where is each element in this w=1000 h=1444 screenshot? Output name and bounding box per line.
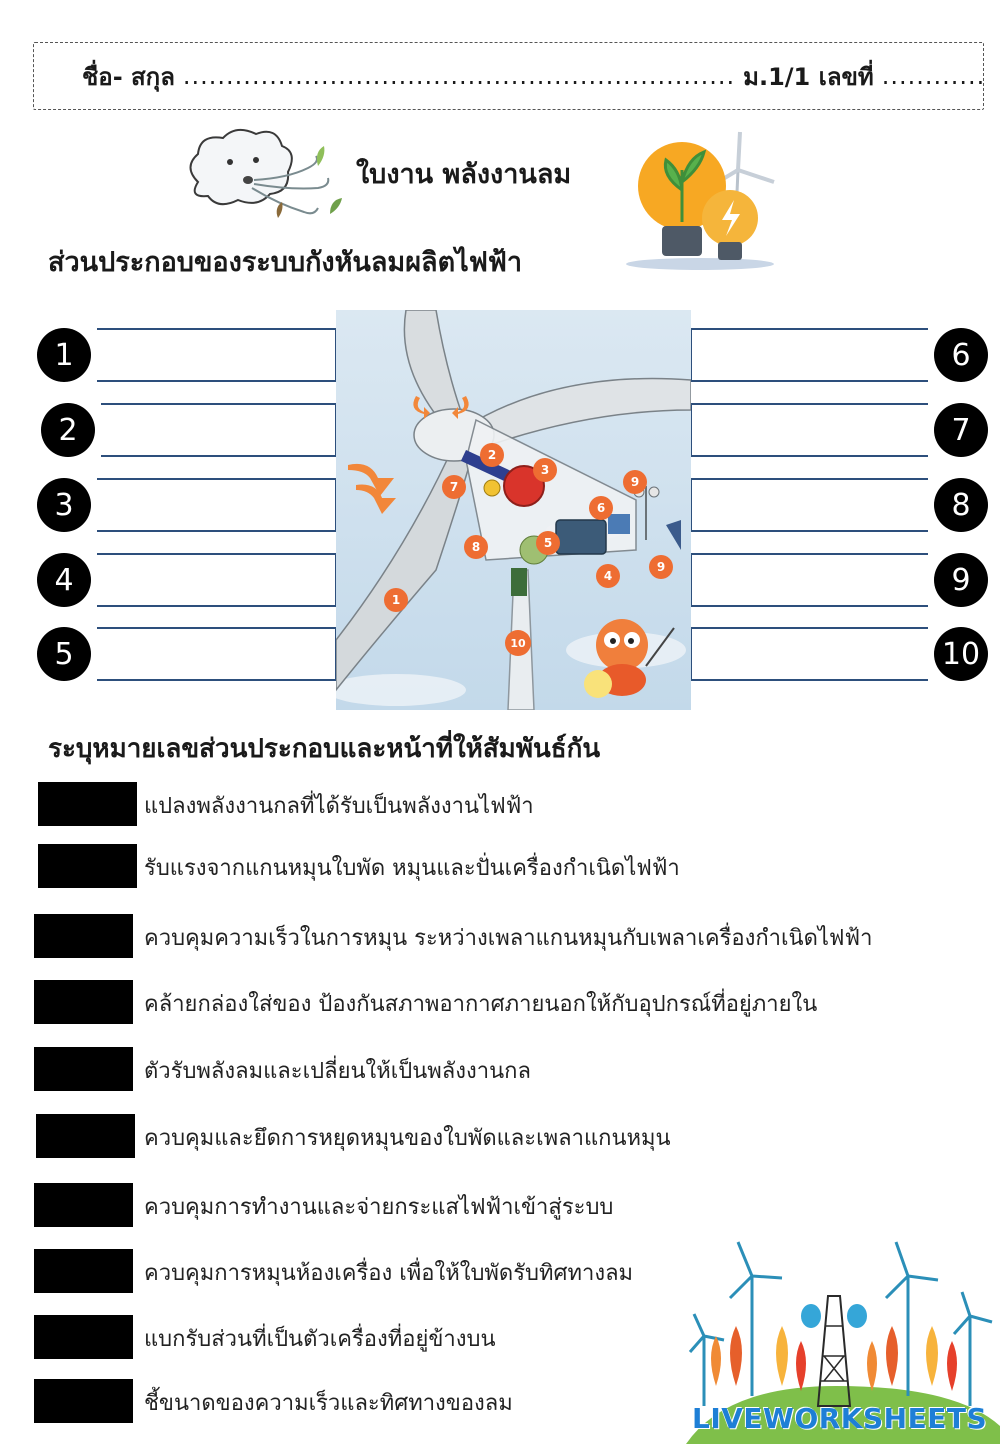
number-circle-7: 7	[934, 403, 988, 457]
matching-text: คล้ายกล่องใส่ของ ป้องกันสภาพอากาศภายนอกให้กับอุปกรณ์ที่อยู่ภายใน	[144, 992, 818, 1017]
section-heading-parts: ส่วนประกอบของระบบกังหันลมผลิตไฟฟ้า	[48, 247, 523, 278]
number-circle-5: 5	[37, 627, 91, 681]
answer-field-2[interactable]	[38, 844, 137, 888]
diagram-marker-5: 5	[543, 536, 553, 550]
number-dots[interactable]: ............	[881, 62, 986, 90]
answer-field-8[interactable]	[34, 1249, 133, 1293]
wind-turbine-diagram	[336, 310, 691, 710]
diagram-marker-7: 7	[449, 480, 459, 494]
lightbulb-turbine-illustration	[622, 130, 782, 272]
number-circle-4: 4	[37, 553, 91, 607]
name-label: ชื่อ- สกุล	[82, 62, 175, 91]
number-circle-10: 10	[934, 627, 988, 681]
answer-box-5[interactable]	[97, 627, 337, 681]
number-circle-8: 8	[934, 478, 988, 532]
name-dots[interactable]: ................................................................	[182, 62, 736, 90]
wind-cloud-illustration	[178, 122, 348, 232]
matching-row	[0, 1183, 960, 1227]
answer-box-8[interactable]	[690, 478, 928, 532]
answer-field-3[interactable]	[34, 914, 133, 958]
name-box	[33, 42, 984, 110]
matching-text: แปลงพลังงานกลที่ได้รับเป็นพลังงานไฟฟ้า	[144, 794, 534, 819]
number-circle-9: 9	[934, 553, 988, 607]
answer-box-3[interactable]	[97, 478, 337, 532]
answer-field-9[interactable]	[34, 1315, 133, 1359]
answer-box-10[interactable]	[690, 627, 928, 681]
matching-row	[0, 782, 960, 826]
answer-field-5[interactable]	[34, 1047, 133, 1091]
matching-text: ควบคุมการหมุนห้องเครื่อง เพื่อให้ใบพัดรับทิศทางลม	[144, 1261, 634, 1286]
answer-field-7[interactable]	[34, 1183, 133, 1227]
answer-field-4[interactable]	[34, 980, 133, 1024]
matching-text: ควบคุมการทำงานและจ่ายกระแสไฟฟ้าเข้าสู่ระบบ	[144, 1195, 614, 1220]
number-circle-6: 6	[934, 328, 988, 382]
diagram-marker-9-bottom: 9	[656, 560, 666, 574]
answer-box-1[interactable]	[97, 328, 337, 382]
answer-box-2[interactable]	[101, 403, 337, 457]
number-circle-3: 3	[37, 478, 91, 532]
matching-text: ชี้ขนาดของความเร็วและทิศทางของลม	[144, 1391, 513, 1416]
matching-row	[0, 980, 960, 1024]
diagram-marker-3: 3	[540, 463, 550, 477]
number-circle-1: 1	[37, 328, 91, 382]
diagram-marker-10: 10	[510, 637, 526, 650]
diagram-marker-8: 8	[471, 540, 481, 554]
class-label: ม.1/1 เลขที่	[743, 62, 874, 91]
matching-text: แบกรับส่วนที่เป็นตัวเครื่องที่อยู่ข้างบน	[144, 1327, 496, 1352]
diagram-marker-6: 6	[596, 501, 606, 515]
matching-text: ควบคุมและยึดการหยุดหมุนของใบพัดและเพลาแกนหมุน	[144, 1126, 671, 1151]
matching-row	[0, 914, 960, 958]
answer-box-7[interactable]	[690, 403, 928, 457]
answer-field-1[interactable]	[38, 782, 137, 826]
diagram-marker-2: 2	[487, 448, 497, 462]
matching-text: ควบคุมความเร็วในการหมุน ระหว่างเพลาแกนหมุนกับเพลาเครื่องกำเนิดไฟฟ้า	[144, 926, 873, 951]
matching-text: รับแรงจากแกนหมุนใบพัด หมุนและปั่นเครื่องกำเนิดไฟฟ้า	[144, 856, 680, 881]
matching-text: ตัวรับพลังลมและเปลี่ยนให้เป็นพลังงานกล	[144, 1059, 531, 1084]
answer-box-9[interactable]	[690, 553, 928, 607]
matching-row	[0, 1047, 960, 1091]
matching-row	[0, 844, 960, 888]
number-circle-2: 2	[41, 403, 95, 457]
answer-field-6[interactable]	[36, 1114, 135, 1158]
answer-field-10[interactable]	[34, 1379, 133, 1423]
liveworksheets-logo[interactable]: LIVEWORKSHEETS	[692, 1402, 988, 1435]
matching-row	[0, 1114, 960, 1158]
worksheet-title: ใบงาน พลังงานลม	[356, 159, 572, 190]
section-heading-matching: ระบุหมายเลขส่วนประกอบและหน้าที่ให้สัมพันธ์กัน	[48, 734, 601, 764]
diagram-marker-4: 4	[603, 569, 613, 583]
answer-box-6[interactable]	[690, 328, 928, 382]
diagram-marker-9-top: 9	[630, 475, 640, 489]
answer-box-4[interactable]	[97, 553, 337, 607]
diagram-marker-1: 1	[391, 593, 401, 607]
